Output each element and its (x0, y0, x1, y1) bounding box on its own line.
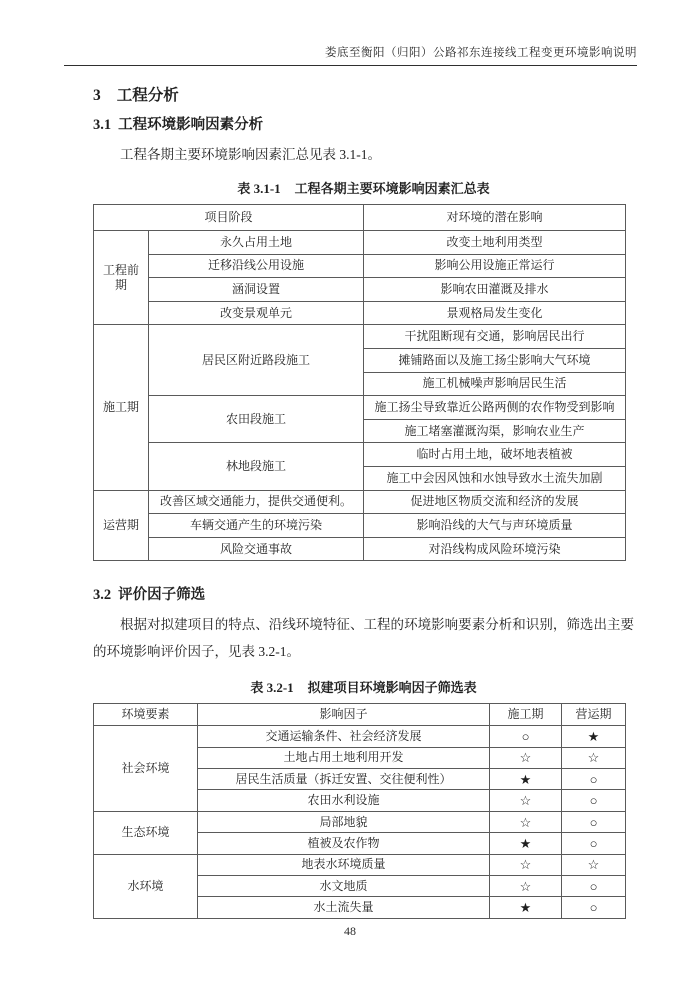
table-row (94, 254, 626, 278)
section-3-2-title: 评价因子筛选 (118, 587, 206, 604)
table-row (94, 278, 626, 302)
table-row (94, 396, 626, 420)
table-row (94, 704, 626, 726)
table1-caption-title: 工程各期主要环境影响因素汇总表 (294, 181, 490, 196)
impact-cell: 影响沿线的大气与声环境质量 (364, 514, 626, 538)
section-3-heading (93, 86, 634, 106)
activity-cell: 改善区域交通能力，提供交通便利。 (149, 490, 364, 514)
operation-symbol: ○ (562, 811, 626, 832)
table2-header-construction: 施工期 (490, 704, 562, 726)
activity-cell: 车辆交通产生的环境污染 (149, 514, 364, 538)
table-row (94, 325, 626, 349)
table-3-1-1 (93, 204, 626, 561)
activity-cell: 农田段施工 (149, 396, 364, 443)
table1-header-stage: 项目阶段 (94, 205, 364, 231)
factor-cell: 交通运输条件、社会经济发展 (198, 726, 490, 747)
table2-caption-label: 表 3.2-1 (250, 680, 294, 696)
impact-cell: 促进地区物质交流和经济的发展 (364, 490, 626, 514)
construction-symbol: ★ (490, 769, 562, 790)
table2-header-operation: 营运期 (562, 704, 626, 726)
construction-symbol: ★ (490, 897, 562, 918)
table1-header-impact: 对环境的潜在影响 (364, 205, 626, 231)
activity-cell: 永久占用土地 (149, 231, 364, 255)
table-row (94, 854, 626, 875)
construction-symbol: ☆ (490, 876, 562, 897)
activity-cell: 风险交通事故 (149, 537, 364, 561)
running-header (64, 44, 637, 66)
table-row (94, 537, 626, 561)
impact-cell: 景观格局发生变化 (364, 301, 626, 325)
impact-cell: 影响农田灌溉及排水 (364, 278, 626, 302)
table2-caption (93, 679, 634, 697)
operation-symbol: ○ (562, 876, 626, 897)
table2-header-factor: 影响因子 (198, 704, 490, 726)
stage-cell: 运营期 (94, 490, 149, 561)
table-row (94, 726, 626, 747)
operation-symbol: ★ (562, 726, 626, 747)
page-number: 48 (344, 924, 356, 938)
section-3-1-title: 工程环境影响因素分析 (118, 117, 264, 133)
table-row (94, 811, 626, 832)
section-3-1-paragraph: 工程各期主要环境影响因素汇总见表 3.1-1。 (120, 147, 381, 162)
stage-cell: 工程前期 (94, 231, 149, 325)
section-3-2-paragraph: 根据对拟建项目的特点、沿线环境特征、工程的环境影响要素分析和识别，筛选出主要的环境影响评价因子，见表 3.2-1。 (93, 617, 634, 660)
section-3-title: 工程分析 (116, 87, 179, 104)
table-row (94, 490, 626, 514)
element-cell: 生态环境 (94, 811, 198, 854)
activity-cell: 涵洞设置 (149, 278, 364, 302)
factor-cell: 水土流失量 (198, 897, 490, 918)
factor-cell: 农田水利设施 (198, 790, 490, 811)
construction-symbol: ☆ (490, 811, 562, 832)
construction-symbol: ○ (490, 726, 562, 747)
section-3-2-number: 3.2 (93, 587, 112, 604)
activity-cell: 林地段施工 (149, 443, 364, 490)
construction-symbol: ☆ (490, 747, 562, 768)
impact-cell: 改变土地利用类型 (364, 231, 626, 255)
factor-cell: 植被及农作物 (198, 833, 490, 854)
table1-caption-label: 表 3.1-1 (237, 181, 281, 196)
impact-cell: 施工堵塞灌溉沟渠，影响农业生产 (364, 419, 626, 443)
impact-cell: 施工中会因风蚀和水蚀导致水土流失加剧 (364, 466, 626, 490)
activity-cell: 居民区附近路段施工 (149, 325, 364, 396)
operation-symbol: ○ (562, 769, 626, 790)
section-3-1-number: 3.1 (93, 117, 112, 133)
operation-symbol: ○ (562, 897, 626, 918)
element-cell: 水环境 (94, 854, 198, 918)
activity-cell: 改变景观单元 (149, 301, 364, 325)
table-row (94, 205, 626, 231)
construction-symbol: ★ (490, 833, 562, 854)
impact-cell: 影响公用设施正常运行 (364, 254, 626, 278)
factor-cell: 局部地貌 (198, 811, 490, 832)
construction-symbol: ☆ (490, 790, 562, 811)
table-row (94, 514, 626, 538)
construction-symbol: ☆ (490, 854, 562, 875)
table-row (94, 231, 626, 255)
section-3-2-heading (93, 585, 634, 605)
table2-caption-title: 拟建项目环境影响因子筛选表 (307, 680, 477, 696)
section-3-number: 3 (93, 87, 101, 104)
impact-cell: 临时占用土地，破坏地表植被 (364, 443, 626, 467)
factor-cell: 地表水环境质量 (198, 854, 490, 875)
impact-cell: 施工机械噪声影响居民生活 (364, 372, 626, 396)
table2-header-element: 环境要素 (94, 704, 198, 726)
operation-symbol: ☆ (562, 854, 626, 875)
operation-symbol: ☆ (562, 747, 626, 768)
stage-cell: 施工期 (94, 325, 149, 490)
factor-cell: 居民生活质量（拆迁安置、交往便利性） (198, 769, 490, 790)
factor-cell: 土地占用土地利用开发 (198, 747, 490, 768)
impact-cell: 施工扬尘导致靠近公路两侧的农作物受到影响 (364, 396, 626, 420)
table1-caption (93, 180, 634, 198)
impact-cell: 摊铺路面以及施工扬尘影响大气环境 (364, 348, 626, 372)
page-content (93, 86, 634, 919)
element-cell: 社会环境 (94, 726, 198, 812)
operation-symbol: ○ (562, 833, 626, 854)
section-3-1-heading (93, 115, 634, 135)
table-3-2-1 (93, 703, 626, 919)
activity-cell: 迁移沿线公用设施 (149, 254, 364, 278)
impact-cell: 对沿线构成风险环境污染 (364, 537, 626, 561)
operation-symbol: ○ (562, 790, 626, 811)
running-header-text: 娄底至衡阳（归阳）公路祁东连接线工程变更环境影响说明 (325, 47, 637, 59)
impact-cell: 干扰阻断现有交通，影响居民出行 (364, 325, 626, 349)
table-row (94, 443, 626, 467)
factor-cell: 水文地质 (198, 876, 490, 897)
table-row (94, 301, 626, 325)
